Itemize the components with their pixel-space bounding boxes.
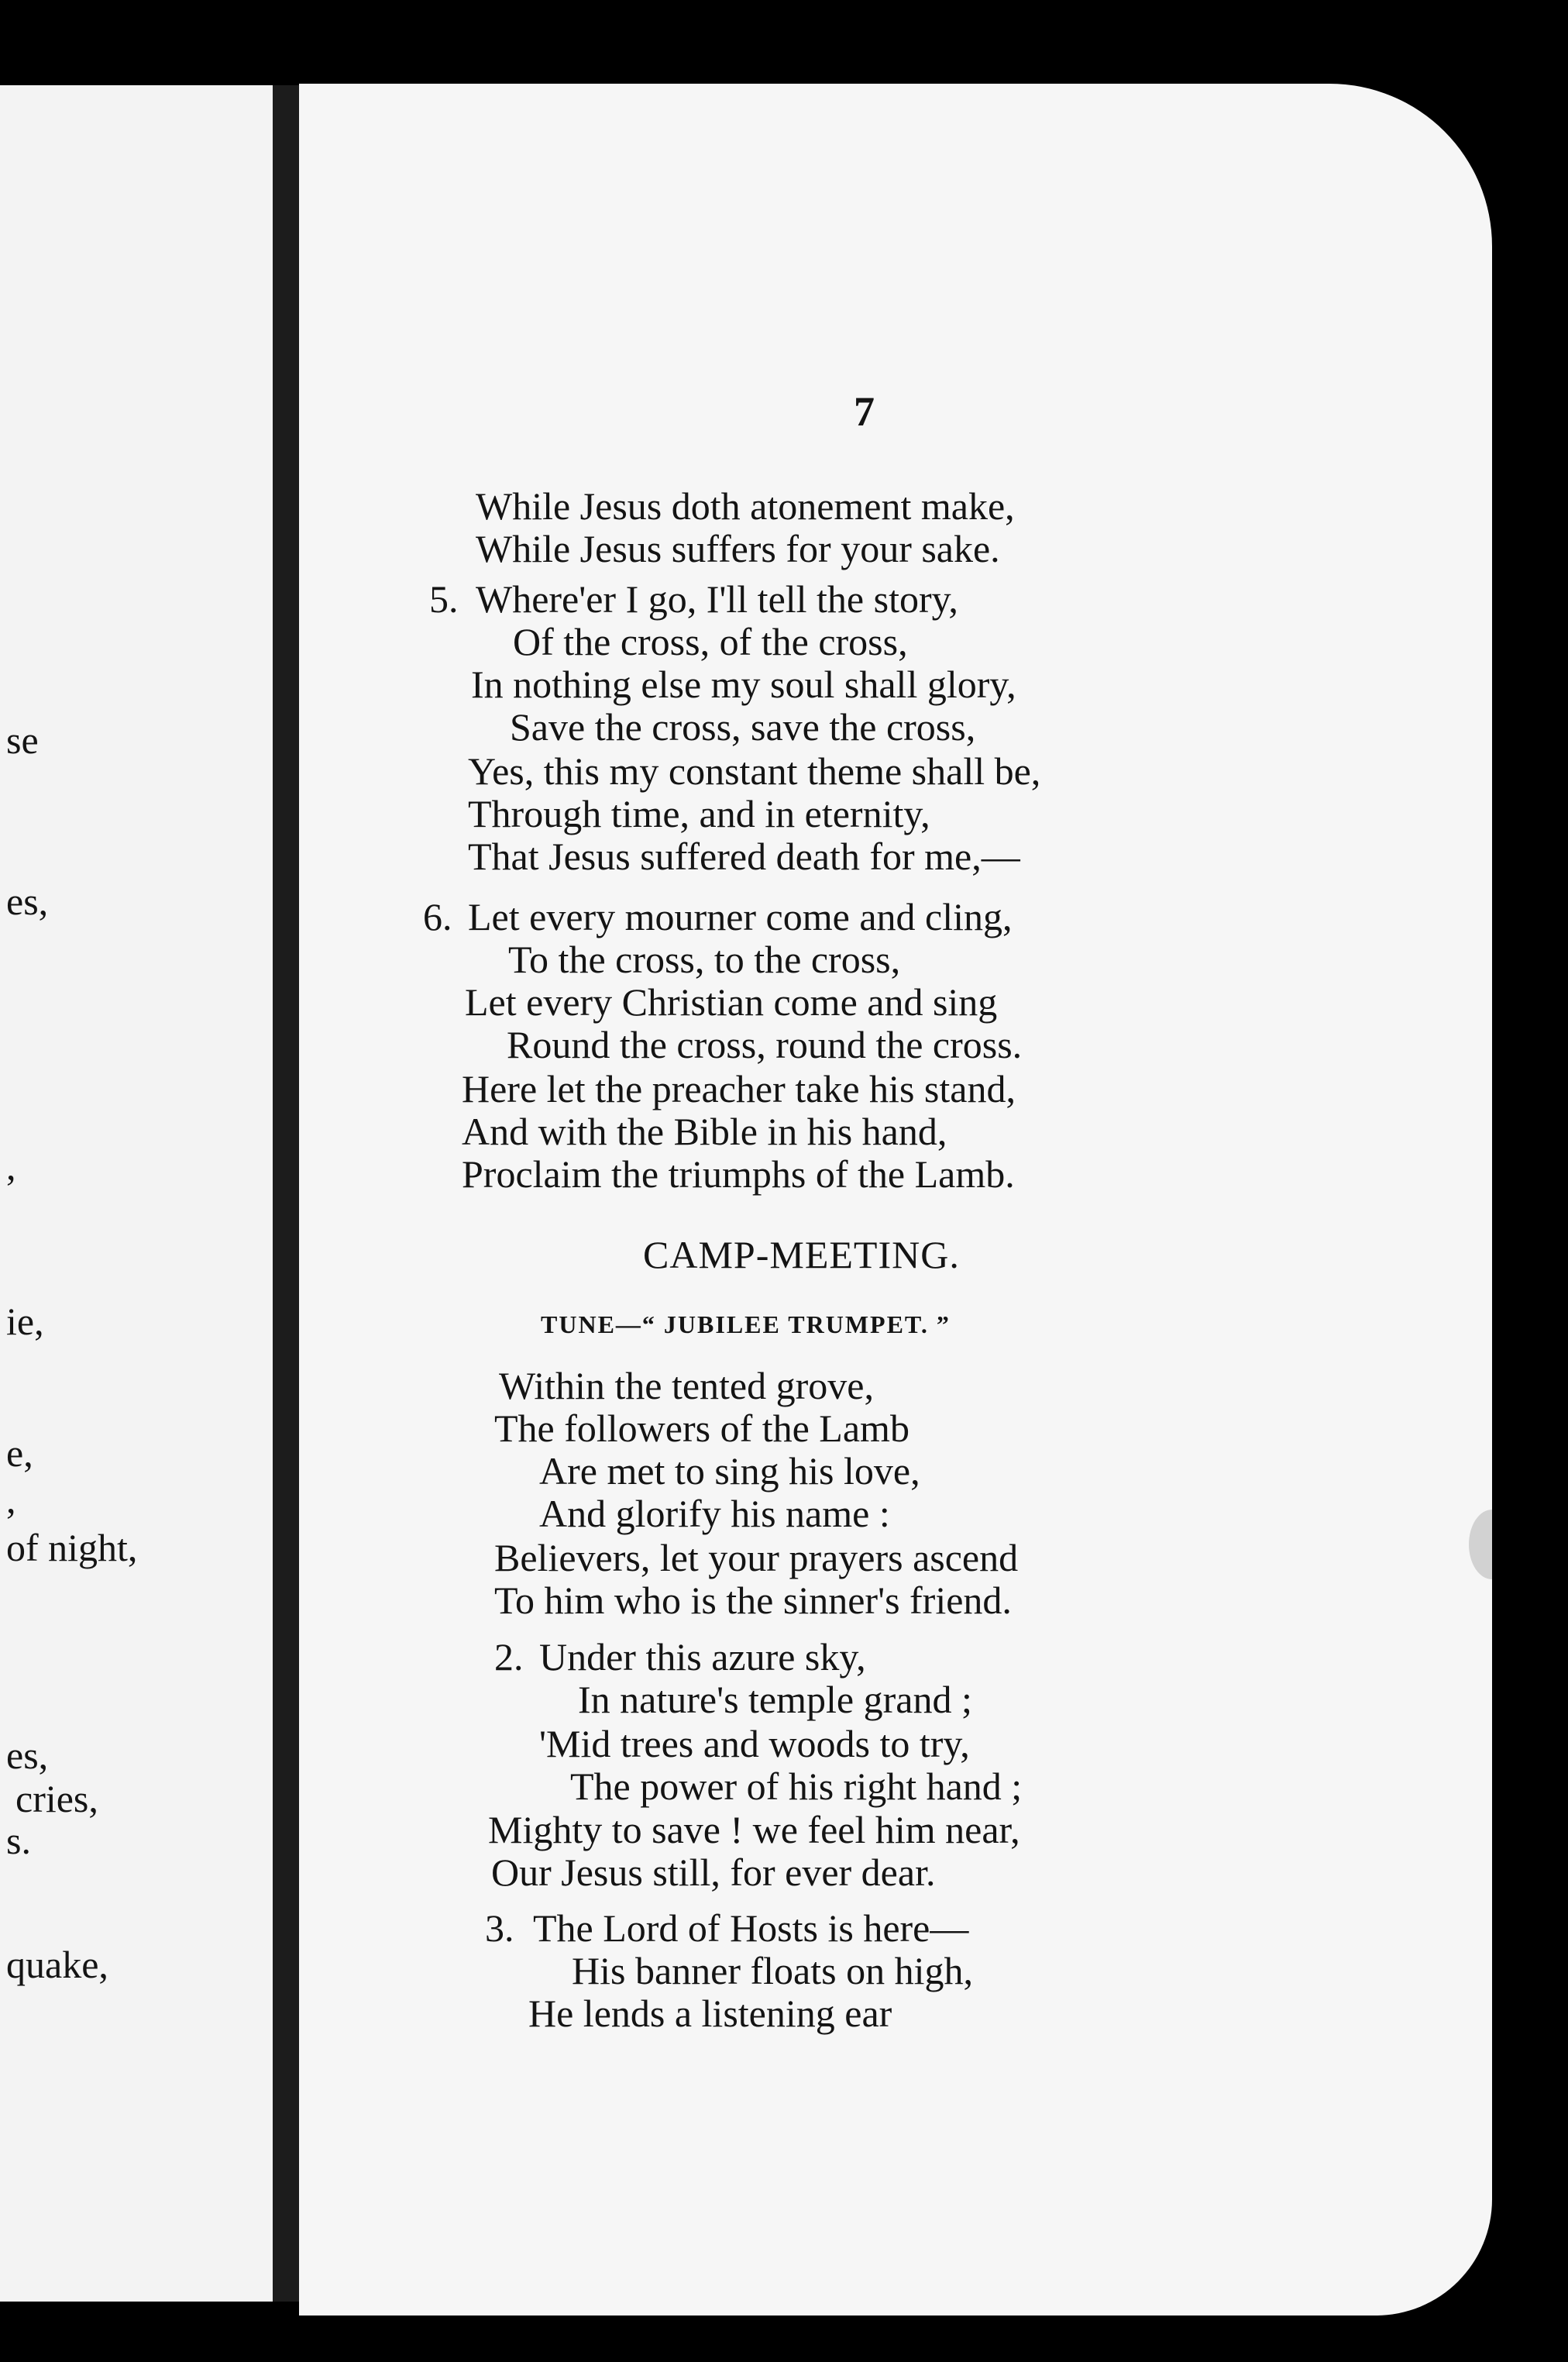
left-fragment: se <box>6 718 39 762</box>
left-fragment: e, <box>6 1431 33 1475</box>
verse-line: In nature's temple grand ; <box>578 1678 972 1721</box>
verse-line: Where'er I go, I'll tell the story, <box>476 577 958 621</box>
verse-line: Under this azure sky, <box>539 1635 866 1679</box>
left-fragment: s. <box>6 1819 31 1862</box>
verse-line: While Jesus suffers for your sake. <box>476 527 1000 570</box>
verse-line: 'Mid trees and woods to try, <box>539 1722 970 1765</box>
left-fragment: , <box>6 1478 16 1521</box>
verse-line: His banner floats on high, <box>572 1949 973 1992</box>
stanza-number: 2. <box>494 1635 524 1679</box>
stanza-number: 6. <box>423 895 452 938</box>
verse-line: And with the Bible in his hand, <box>462 1110 947 1153</box>
left-fragment: , <box>6 1145 16 1188</box>
verse-line: While Jesus doth atonement make, <box>476 484 1015 528</box>
verse-line: He lends a listening ear <box>528 1992 892 2035</box>
left-fragment: of night, <box>6 1526 138 1569</box>
stanza-number: 3. <box>485 1906 514 1950</box>
verse-line: Save the cross, save the cross, <box>510 705 976 749</box>
verse-line: Of the cross, of the cross, <box>513 620 908 663</box>
verse-line: Yes, this my constant theme shall be, <box>468 749 1041 793</box>
current-page <box>299 84 1492 2316</box>
page-stain <box>1469 1510 1492 1579</box>
verse-line: Let every Christian come and sing <box>465 980 998 1024</box>
page-number: 7 <box>854 388 875 435</box>
verse-line: Round the cross, round the cross. <box>507 1023 1023 1066</box>
verse-line: To the cross, to the cross, <box>508 938 901 981</box>
left-fragment: es, <box>6 880 49 923</box>
verse-line: Mighty to save ! we feel him near, <box>488 1808 1020 1851</box>
verse-line: Within the tented grove, <box>499 1364 874 1407</box>
verse-line: That Jesus suffered death for me,— <box>468 835 1020 878</box>
verse-line: The followers of the Lamb <box>494 1407 910 1450</box>
verse-line: Proclaim the triumphs of the Lamb. <box>462 1152 1015 1196</box>
book-spine <box>273 85 299 2302</box>
verse-line: Here let the preacher take his stand, <box>462 1067 1016 1110</box>
verse-line: Our Jesus still, for ever dear. <box>491 1851 936 1894</box>
verse-line: The power of his right hand ; <box>570 1765 1023 1808</box>
verse-line: The Lord of Hosts is here— <box>533 1906 969 1950</box>
verse-line: Through time, and in eternity, <box>468 792 930 835</box>
verse-line: To him who is the sinner's friend. <box>494 1579 1012 1622</box>
hymn-title: CAMP-MEETING. <box>643 1233 960 1276</box>
left-fragment: es, <box>6 1734 49 1777</box>
verse-line: Are met to sing his love, <box>539 1449 920 1493</box>
stanza-number: 5. <box>429 577 459 621</box>
previous-page <box>0 85 273 2302</box>
left-fragment: quake, <box>6 1943 108 1986</box>
verse-line: And glorify his name : <box>539 1492 890 1535</box>
tune-line: TUNE—“ JUBILEE TRUMPET. ” <box>541 1310 951 1338</box>
left-fragment: ie, <box>6 1300 44 1343</box>
verse-line: In nothing else my soul shall glory, <box>471 663 1016 706</box>
verse-line: Let every mourner come and cling, <box>468 895 1013 938</box>
left-fragment: cries, <box>15 1777 98 1820</box>
verse-line: Believers, let your prayers ascend <box>494 1536 1019 1579</box>
